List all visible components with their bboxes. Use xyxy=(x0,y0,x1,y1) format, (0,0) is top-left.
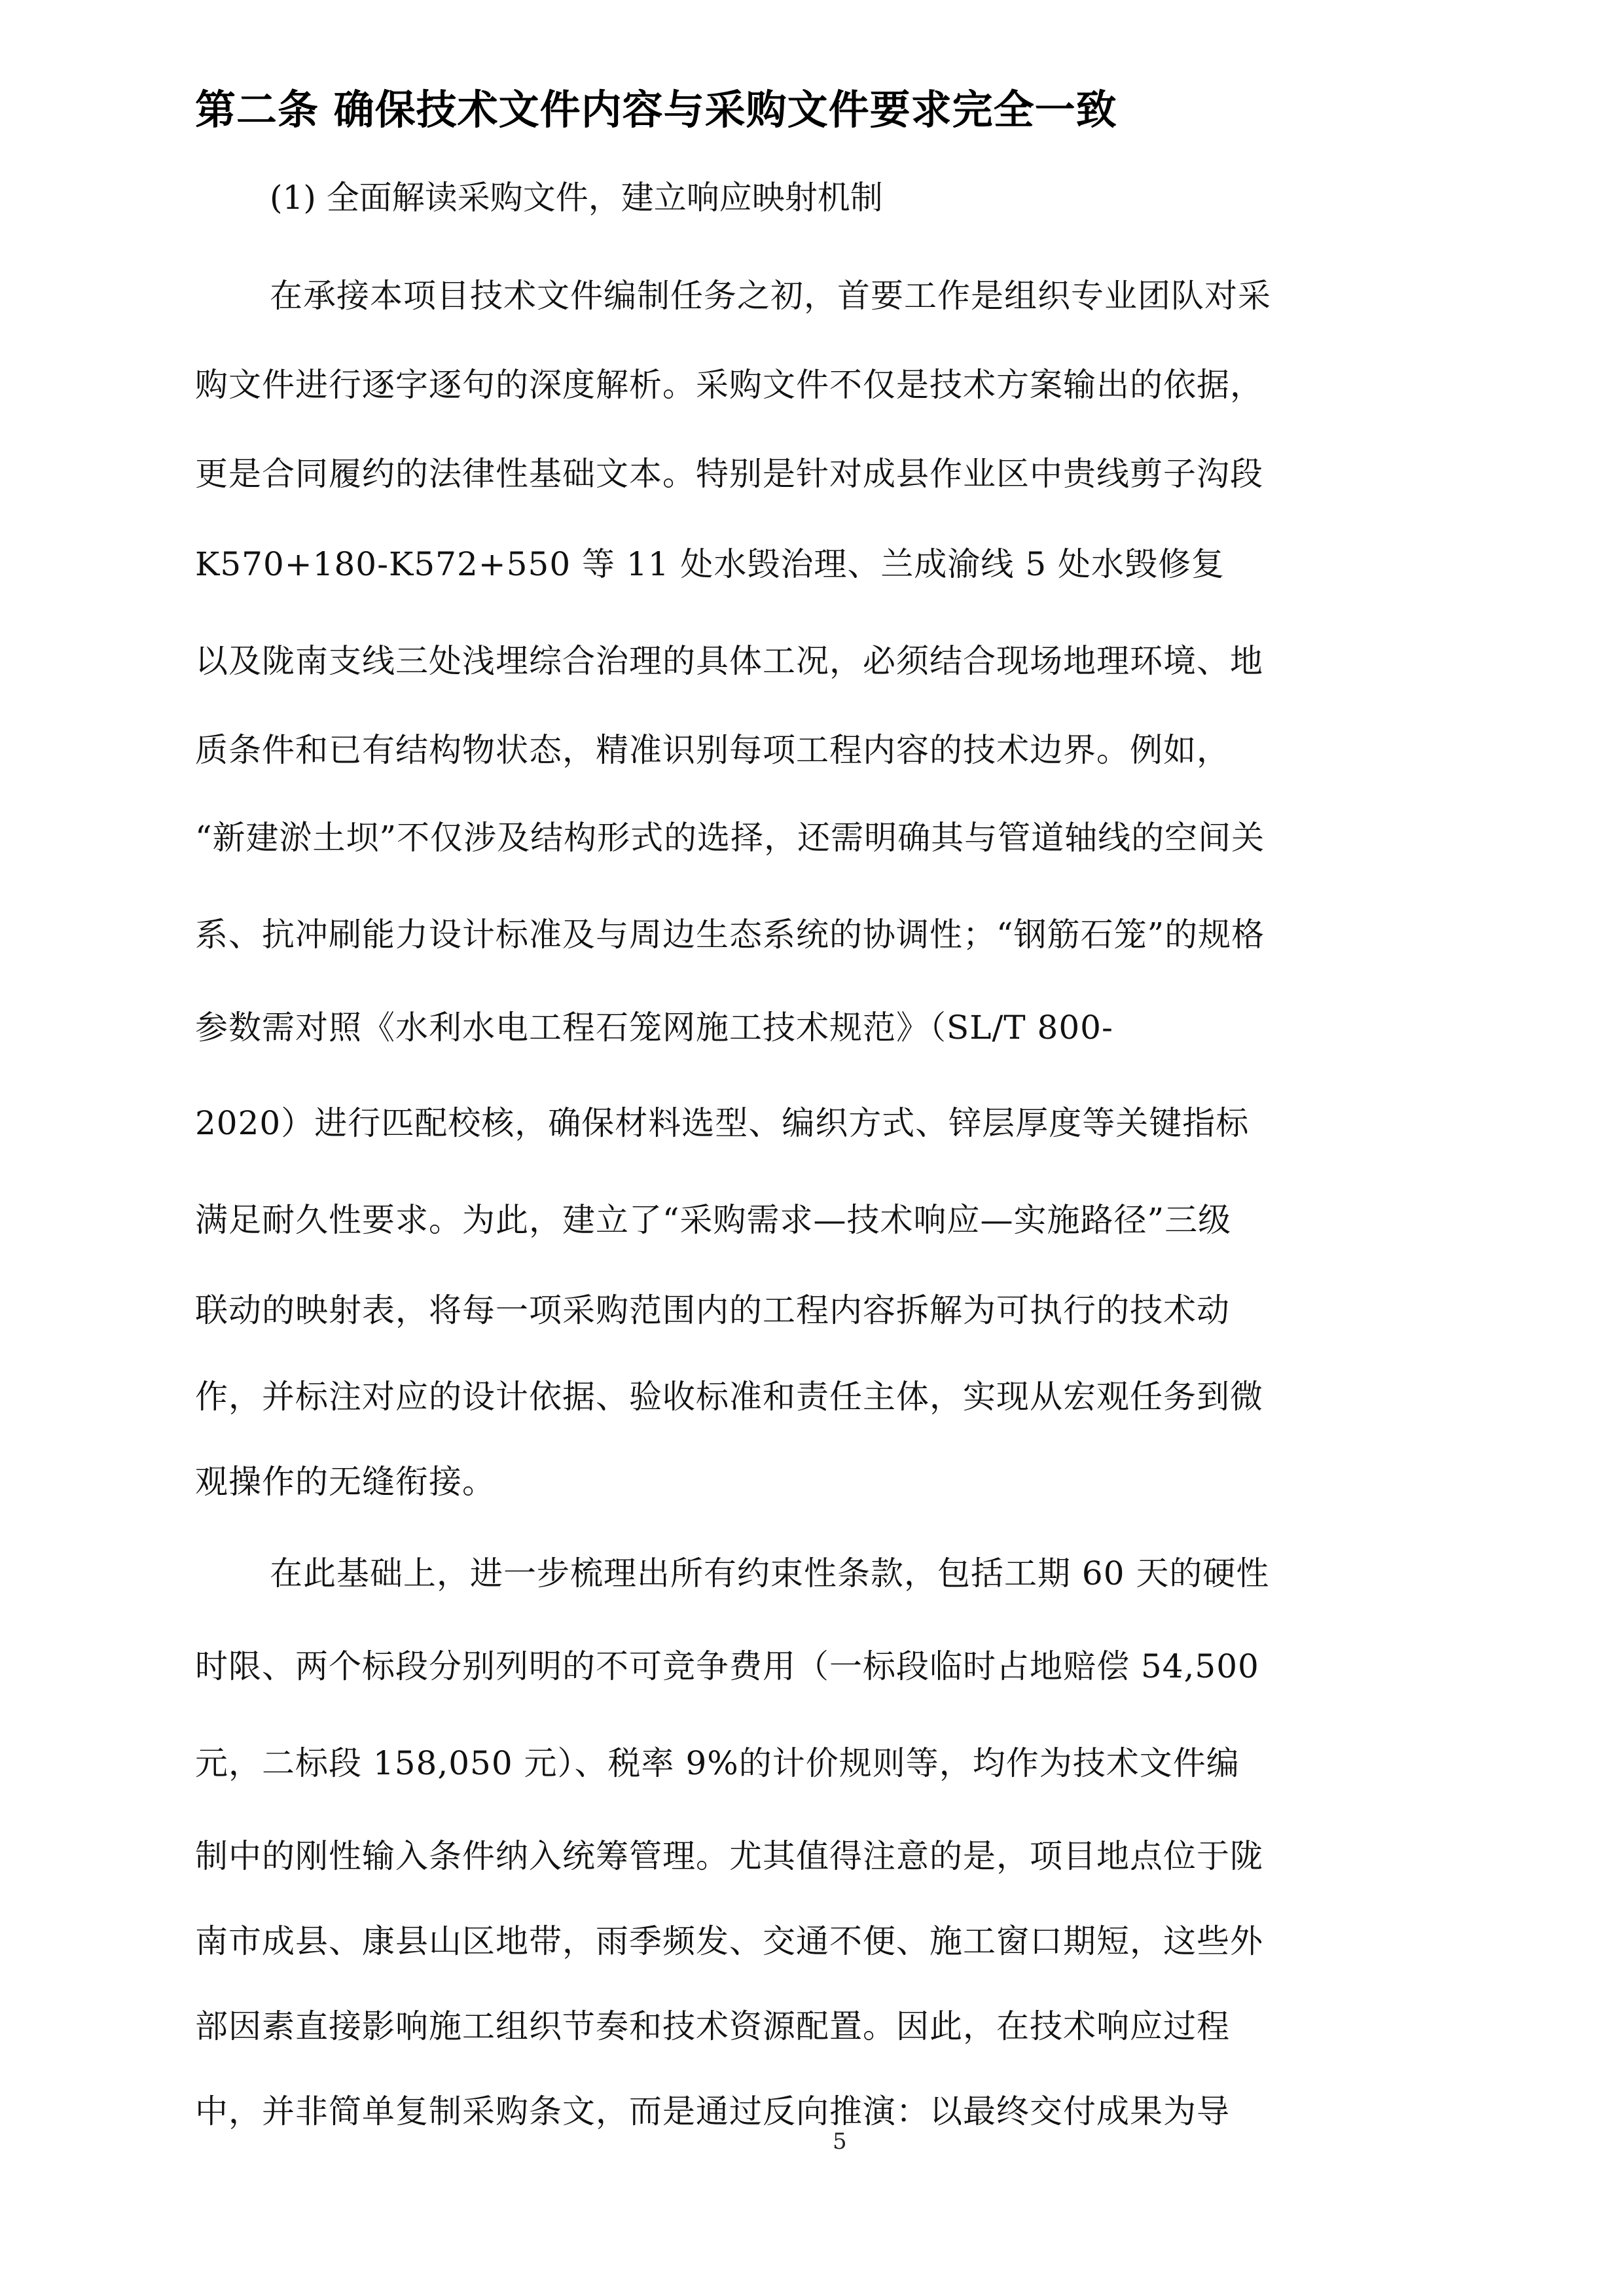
paragraph-1-line-2: 购文件进行逐字逐句的深度解析。采购文件不仅是技术方案输出的依据， xyxy=(195,366,1263,404)
paragraph-2-line-4: 制中的刚性输入条件纳入统筹管理。尤其值得注意的是，项目地点位于陇 xyxy=(195,1837,1263,1875)
paragraph-2-line-3: 元，二标段 158,050 元）、税率 9%的计价规则等，均作为技术文件编 xyxy=(195,1744,1240,1782)
page-number: 5 xyxy=(833,2128,847,2155)
paragraph-2-line-5: 南市成县、康县山区地带，雨季频发、交通不便、施工窗口期短，这些外 xyxy=(195,1922,1263,1960)
paragraph-1-line-3: 更是合同履约的法律性基础文本。特别是针对成县作业区中贵线剪子沟段 xyxy=(195,455,1263,493)
paragraph-2-line-7: 中，并非简单复制采购条文，而是通过反向推演：以最终交付成果为导 xyxy=(195,2092,1230,2130)
paragraph-1-line-14: 观操作的无缝衔接。 xyxy=(195,1463,496,1501)
paragraph-1-line-5: 以及陇南支线三处浅埋综合治理的具体工况，必须结合现场地理环境、地 xyxy=(195,642,1263,680)
paragraph-1-line-8: 系、抗冲刷能力设计标准及与周边生态系统的协调性；“钢筋石笼”的规格 xyxy=(195,916,1265,954)
paragraph-1-line-11: 满足耐久性要求。为此，建立了“采购需求—技术响应—实施路径”三级 xyxy=(195,1201,1232,1239)
section-heading: 第二条 确保技术文件内容与采购文件要求完全一致 xyxy=(195,86,1117,134)
paragraph-2-line-6: 部因素直接影响施工组织节奏和技术资源配置。因此，在技术响应过程 xyxy=(195,2007,1230,2045)
paragraph-1-line-6: 质条件和已有结构物状态，精准识别每项工程内容的技术边界。例如， xyxy=(195,731,1230,769)
paragraph-1-line-1: 在承接本项目技术文件编制任务之初，首要工作是组织专业团队对采 xyxy=(270,277,1271,315)
paragraph-2-line-1: 在此基础上，进一步梳理出所有约束性条款，包括工期 60 天的硬性 xyxy=(270,1554,1270,1592)
paragraph-1-line-9: 参数需对照《水利水电工程石笼网施工技术规范》（SL/T 800- xyxy=(195,1009,1113,1047)
paragraph-1-line-12: 联动的映射表，将每一项采购范围内的工程内容拆解为可执行的技术动 xyxy=(195,1291,1230,1329)
subsection-heading: (1) 全面解读采购文件，建立响应映射机制 xyxy=(270,179,883,217)
paragraph-1-line-13: 作，并标注对应的设计依据、验收标准和责任主体，实现从宏观任务到微 xyxy=(195,1378,1263,1416)
paragraph-1-line-10: 2020）进行匹配校核，确保材料选型、编织方式、锌层厚度等关键指标 xyxy=(195,1104,1250,1142)
paragraph-1-line-4: K570+180-K572+550 等 11 处水毁治理、兰成渝线 5 处水毁修复 xyxy=(195,545,1225,583)
paragraph-2-line-2: 时限、两个标段分别列明的不可竞争费用（一标段临时占地赔偿 54,500 xyxy=(195,1647,1259,1685)
paragraph-1-line-7: “新建淤土坝”不仅涉及结构形式的选择，还需明确其与管道轴线的空间关 xyxy=(195,819,1265,857)
